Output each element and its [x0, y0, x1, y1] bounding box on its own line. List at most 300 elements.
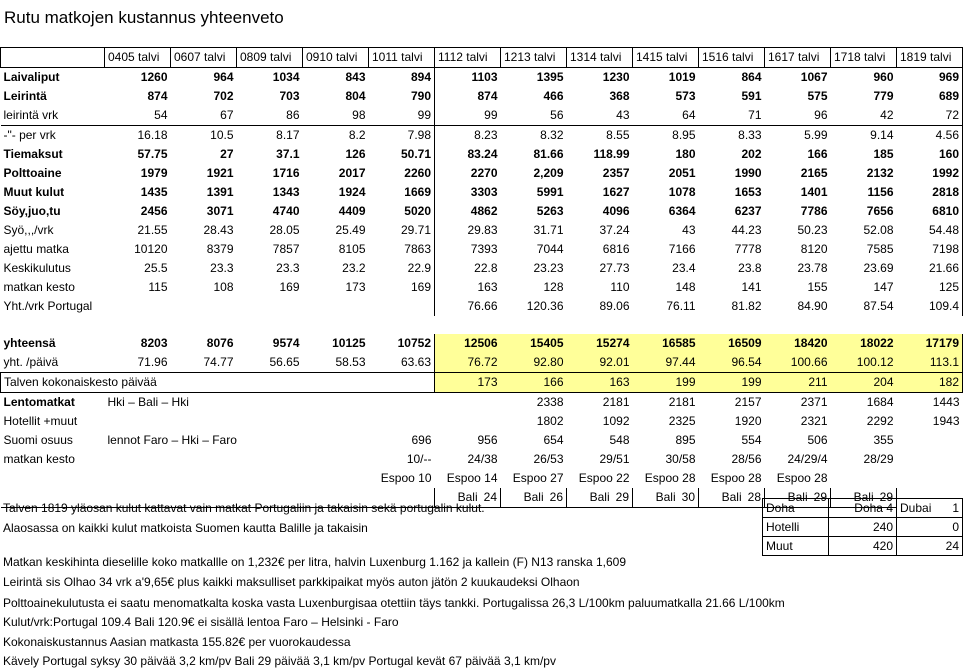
empty-cell [1, 469, 369, 488]
row-label: yht. /päivä [3, 355, 59, 369]
total-cell: 96.54 [699, 353, 765, 373]
table-row [1, 87, 963, 106]
total-cell: 92.01 [567, 353, 633, 373]
value-cell: 28.43 [203, 223, 234, 237]
value-cell: 25.5 [144, 261, 168, 275]
value-cell: 109.4 [897, 297, 963, 316]
finland-cell: 956 [477, 433, 498, 447]
value-cell: 10.5 [171, 126, 237, 146]
row-label: Leirintä [3, 89, 47, 103]
value-cell: 779 [873, 89, 894, 103]
side-other-doha: 420 [829, 537, 897, 556]
value-cell: 43 [616, 108, 630, 122]
side-dubai: Dubai 1 [897, 499, 963, 518]
bali-label: Bali [787, 490, 808, 504]
header-empty [1, 48, 105, 68]
total-cell: 74.77 [203, 355, 234, 369]
winter-days-label: Talven kokonaiskesto päivää [1, 373, 435, 393]
espoo-cell: Espoo 10 [380, 471, 432, 485]
value-cell: 29.83 [467, 223, 498, 237]
value-cell: 50.71 [369, 145, 435, 164]
value-cell [171, 297, 237, 316]
value-cell: 7863 [369, 240, 435, 259]
total-cell: 76.72 [435, 353, 501, 373]
bali-days: 29 [615, 490, 629, 504]
hotels-cell: 2321 [800, 414, 828, 428]
total-cell: 100.66 [765, 353, 831, 373]
winter-days-cell: 199 [633, 373, 699, 393]
value-cell: 89.06 [599, 299, 630, 313]
value-cell: 4.56 [897, 126, 963, 146]
value-cell: 54.48 [897, 221, 963, 240]
value-cell: 28.05 [269, 223, 300, 237]
value-cell: 8120 [800, 242, 828, 256]
finland-cell: 355 [873, 433, 894, 447]
espoo-cell: Espoo 22 [578, 471, 630, 485]
bali-label: Bali [655, 490, 676, 504]
value-cell: 21.55 [137, 223, 168, 237]
value-cell: 1990 [734, 166, 762, 180]
total-cell: 15274 [567, 334, 633, 353]
table-row [1, 297, 963, 316]
value-cell: 2165 [800, 166, 828, 180]
total-cell: 10125 [332, 336, 366, 350]
season-header: 1213 talvi [501, 48, 567, 68]
value-cell: 466 [543, 89, 564, 103]
flights-cell: 1443 [932, 395, 960, 409]
value-cell: 169 [369, 278, 435, 297]
value-cell: 874 [147, 89, 168, 103]
value-cell: 8105 [338, 242, 366, 256]
value-cell: 8.17 [237, 126, 303, 146]
winter-days-cell: 163 [567, 373, 633, 393]
bali-days: 30 [681, 490, 695, 504]
flights-row [1, 393, 963, 413]
value-cell: 128 [543, 280, 564, 294]
winter-days-cell: 199 [699, 373, 765, 393]
trip-length-cell: 10/-- [406, 452, 432, 466]
bali-label: Bali [721, 490, 742, 504]
value-cell: 7656 [866, 204, 894, 218]
value-cell: 44.23 [731, 223, 762, 237]
value-cell: 7778 [734, 242, 762, 256]
empty-cell [435, 393, 501, 413]
value-cell: 37.1 [276, 147, 300, 161]
season-header: 1718 talvi [831, 48, 897, 68]
value-cell: 99 [484, 108, 498, 122]
trip-length-cell: 28/29 [863, 452, 894, 466]
season-header: 1112 talvi [435, 48, 501, 68]
value-cell: 2357 [602, 166, 630, 180]
value-cell: 843 [345, 70, 366, 84]
value-cell: 25.49 [335, 223, 366, 237]
value-cell: 64 [682, 108, 696, 122]
hotels-cell: 1920 [734, 414, 762, 428]
espoo-cell [831, 469, 897, 488]
value-cell: 141 [741, 280, 762, 294]
value-cell: 1924 [338, 185, 366, 199]
value-cell: 108 [213, 280, 234, 294]
finland-cell: 506 [807, 433, 828, 447]
finland-cell: 696 [411, 433, 432, 447]
page-title: Rutu matkojen kustannus yhteenveto [4, 8, 284, 27]
stopover-table [762, 498, 963, 556]
value-cell: 1716 [272, 166, 300, 180]
side-other-dubai: 24 [897, 537, 963, 556]
value-cell: 120.36 [526, 299, 564, 313]
value-cell: 155 [807, 280, 828, 294]
value-cell: 960 [873, 70, 894, 84]
value-cell: 37.24 [599, 223, 630, 237]
bali-label: Bali [853, 490, 874, 504]
value-cell: 1391 [206, 185, 234, 199]
row-label: Keskikulutus [3, 261, 71, 275]
side-hotel-doha: 240 [829, 518, 897, 537]
bali-cell [699, 488, 765, 508]
winter-days-cell: 166 [501, 373, 567, 393]
value-cell: 8.32 [501, 126, 567, 146]
flights-cell: 2157 [734, 395, 762, 409]
total-cell: 18022 [831, 334, 897, 353]
value-cell: 6816 [602, 242, 630, 256]
value-cell: 7585 [866, 242, 894, 256]
total-cell: 97.44 [633, 353, 699, 373]
value-cell: 27 [220, 147, 234, 161]
value-cell: 81.66 [533, 147, 564, 161]
season-header: 1314 talvi [567, 48, 633, 68]
value-cell: 148 [675, 280, 696, 294]
hotels-cell: 1943 [932, 414, 960, 428]
value-cell: 43 [682, 223, 696, 237]
side-hotel-dubai: 0 [897, 518, 963, 537]
value-cell: 57.75 [137, 147, 168, 161]
bali-cell [501, 488, 567, 508]
season-header: 0809 talvi [237, 48, 303, 68]
season-header: 1415 talvi [633, 48, 699, 68]
bali-cell [567, 488, 633, 508]
value-cell: 54 [154, 108, 168, 122]
value-cell: 790 [369, 87, 435, 106]
value-cell [303, 297, 369, 316]
value-cell: 1230 [602, 70, 630, 84]
bali-label: Bali [457, 490, 478, 504]
value-cell: 147 [873, 280, 894, 294]
table-row [1, 126, 963, 146]
value-cell: 169 [279, 280, 300, 294]
value-cell: 173 [345, 280, 366, 294]
total-row [1, 334, 963, 353]
winter-days-cell: 211 [765, 373, 831, 393]
value-cell: 27.73 [599, 261, 630, 275]
value-cell: 1034 [272, 70, 300, 84]
value-cell: 81.82 [731, 299, 762, 313]
table-row [1, 202, 963, 221]
value-cell: 8379 [206, 242, 234, 256]
value-cell: 4096 [602, 204, 630, 218]
flights-cell: 1684 [866, 395, 894, 409]
season-header: 1617 talvi [765, 48, 831, 68]
value-cell: 894 [369, 68, 435, 88]
value-cell: 4862 [470, 204, 498, 218]
flights-cell: 2181 [602, 395, 630, 409]
row-label: Tiemaksut [3, 147, 63, 161]
trip-length-cell: 26/53 [533, 452, 564, 466]
bali-days: 24 [483, 490, 497, 504]
note-line: Talven 1819 yläosan kulut kattavat vain matkat Portugaliin ja takaisin sekä portugalin kulut. [3, 501, 485, 515]
total-cell: 8203 [140, 336, 168, 350]
value-cell: 52.08 [863, 223, 894, 237]
trip-length-cell: 24/29/4 [787, 452, 828, 466]
value-cell: 1395 [536, 70, 564, 84]
finland-label: Suomi osuus [3, 433, 73, 447]
value-cell: 96 [814, 108, 828, 122]
bali-label: Bali [589, 490, 610, 504]
value-cell: 2,209 [533, 166, 564, 180]
row-label: ajettu matka [3, 242, 69, 256]
total-cell: 63.63 [369, 353, 435, 373]
total-cell: 56.65 [269, 355, 300, 369]
value-cell: 7198 [897, 240, 963, 259]
value-cell: 1669 [369, 183, 435, 202]
value-cell: 2818 [897, 183, 963, 202]
value-cell: 86 [286, 108, 300, 122]
table-row [1, 164, 963, 183]
winter-days-cell: 204 [831, 373, 897, 393]
table-row [1, 278, 963, 297]
row-label: Syö,,,/vrk [3, 223, 54, 237]
bali-days: 26 [549, 490, 563, 504]
value-cell: 22.8 [474, 261, 498, 275]
value-cell: 1067 [800, 70, 828, 84]
value-cell: 115 [148, 280, 168, 294]
value-cell: 99 [369, 106, 435, 126]
total-cell: 9574 [272, 336, 300, 350]
value-cell: 76.66 [467, 299, 498, 313]
table-row [1, 221, 963, 240]
value-cell: 1078 [668, 185, 696, 199]
value-cell: 1921 [206, 166, 234, 180]
value-cell: 118.99 [593, 147, 630, 161]
finland-row [1, 431, 963, 450]
value-cell: 5.99 [765, 126, 831, 146]
total-cell: 12506 [435, 334, 501, 353]
note-line: Matkan keskihinta dieselille koko matkallle on 1,232€ per litra, halvin Luxenburg 1.162 ja kallein (F) N13 ranska 1,609 [3, 555, 627, 569]
value-cell: 702 [213, 89, 234, 103]
value-cell: 87.54 [863, 299, 894, 313]
value-cell: 7166 [668, 242, 696, 256]
value-cell: 2270 [470, 166, 498, 180]
value-cell: 4409 [338, 204, 366, 218]
season-header: 1819 talvi [897, 48, 963, 68]
total-cell: 10752 [369, 334, 435, 353]
value-cell: 7786 [800, 204, 828, 218]
value-cell: 864 [741, 70, 762, 84]
row-label: Laivaliput [3, 70, 60, 84]
finland-cell: 654 [543, 433, 564, 447]
value-cell: 67 [220, 108, 234, 122]
value-cell: 125 [897, 278, 963, 297]
value-cell: 964 [213, 70, 234, 84]
value-cell: 575 [807, 89, 828, 103]
bali-days: 29 [879, 490, 893, 504]
value-cell: 368 [609, 89, 630, 103]
bali-cell [633, 488, 699, 508]
table-row [1, 145, 963, 164]
espoo-cell: Espoo 28 [776, 471, 828, 485]
value-cell: 166 [807, 147, 828, 161]
value-cell: 8.55 [567, 126, 633, 146]
value-cell: 2017 [338, 166, 366, 180]
value-cell: 160 [897, 145, 963, 164]
flights-label: Lentomatkat [3, 395, 75, 409]
note-line: Polttoainekulutusta ei saatu menomatkalta koska vasta Luxenburgisaa otettiin täys tankki. Portugalissa 26,3 L/100km paluumatkalla 21.66 L/100km [3, 596, 785, 610]
finland-cell: 548 [609, 433, 630, 447]
total-cell: 18420 [765, 334, 831, 353]
value-cell: 9.14 [831, 126, 897, 146]
value-cell: 31.71 [533, 223, 564, 237]
value-cell: 23.69 [863, 261, 894, 275]
flights-cell: 2338 [536, 395, 564, 409]
value-cell: 71 [748, 108, 762, 122]
value-cell: 1260 [140, 70, 168, 84]
total-cell: 17179 [897, 334, 963, 353]
total-cell: 113.1 [897, 353, 963, 373]
trip-length-row [1, 450, 963, 469]
value-cell: 8.23 [435, 126, 501, 146]
row-label: -"- per vrk [1, 126, 105, 146]
bali-days: 28 [747, 490, 761, 504]
total-cell: 16585 [633, 334, 699, 353]
total-cell: 15405 [501, 334, 567, 353]
total-cell: 58.53 [335, 355, 366, 369]
value-cell: 573 [675, 89, 696, 103]
hotels-row [1, 412, 963, 431]
value-cell: 2051 [668, 166, 696, 180]
value-cell: 703 [279, 89, 300, 103]
value-cell [237, 297, 303, 316]
season-header: 0607 talvi [171, 48, 237, 68]
value-cell: 56 [550, 108, 564, 122]
total-cell: 71.96 [137, 355, 168, 369]
empty-cell [105, 412, 435, 431]
row-label: Söy,juo,tu [3, 204, 61, 218]
value-cell: 185 [873, 147, 894, 161]
value-cell: 5020 [369, 202, 435, 221]
value-cell: 2132 [866, 166, 894, 180]
trip-length-cell: 29/51 [599, 452, 630, 466]
value-cell: 7.98 [369, 126, 435, 146]
espoo-cell: Espoo 27 [512, 471, 564, 485]
value-cell: 5991 [536, 185, 564, 199]
flights-cell: 2371 [800, 395, 828, 409]
season-header: 1011 talvi [369, 48, 435, 68]
value-cell [369, 297, 435, 316]
value-cell: 7393 [470, 242, 498, 256]
value-cell: 689 [897, 87, 963, 106]
bali-label: Bali [523, 490, 544, 504]
value-cell: 72 [897, 106, 963, 126]
value-cell: 1401 [800, 185, 828, 199]
value-cell: 1627 [602, 185, 630, 199]
value-cell: 7857 [272, 242, 300, 256]
value-cell: 6364 [668, 204, 696, 218]
value-cell: 21.66 [897, 259, 963, 278]
table-row [1, 240, 963, 259]
trip-length-cell: 28/56 [731, 452, 762, 466]
value-cell: 874 [477, 89, 498, 103]
value-cell: 5263 [536, 204, 564, 218]
value-cell: 16.18 [105, 126, 171, 146]
season-header: 0405 talvi [105, 48, 171, 68]
side-hotel-label: Hotelli [763, 518, 829, 537]
note-line: Kävely Portugal syksy 30 päivää 3,2 km/pv Bali 29 päivää 3,1 km/pv Portugal kevät 67 päivää 3,1 km/pv [3, 654, 556, 668]
value-cell: 8.95 [633, 126, 699, 146]
season-header: 0910 talvi [303, 48, 369, 68]
value-cell: 6810 [897, 202, 963, 221]
value-cell: 8.2 [303, 126, 369, 146]
winter-days-cell: 173 [435, 373, 501, 393]
value-cell: 84.90 [797, 299, 828, 313]
espoo-cell: Espoo 28 [644, 471, 696, 485]
value-cell: 23.23 [533, 261, 564, 275]
value-cell: 29.71 [369, 221, 435, 240]
hotels-cell: 2292 [866, 414, 894, 428]
spacer-row [1, 316, 963, 334]
row-label: Polttoaine [3, 166, 62, 180]
hotels-cell: 2325 [668, 414, 696, 428]
flights-route: Hki – Bali – Hki [107, 395, 189, 409]
espoo-row [1, 469, 963, 488]
value-cell: 4740 [272, 204, 300, 218]
value-cell: 1103 [471, 70, 498, 84]
value-cell: 1653 [734, 185, 762, 199]
value-cell: 1435 [140, 185, 168, 199]
empty-cell [435, 412, 501, 431]
cost-table [0, 47, 963, 508]
note-line: Leirintä sis Olhao 34 vrk a'9,65€ plus kaikki maksulliset parkkipaikat myös auton jätön 2 kuukaudeksi Olhaon [3, 575, 580, 589]
row-label: Muut kulut [3, 185, 65, 199]
value-cell: 3303 [470, 185, 498, 199]
total-cell: 16509 [699, 334, 765, 353]
note-line: Alaosassa on kaikki kulut matkoista Suomen kautta Balille ja takaisin [3, 521, 368, 535]
value-cell: 50.23 [797, 223, 828, 237]
value-cell: 2456 [140, 204, 168, 218]
finland-route: lennot Faro – Hki – Faro [107, 433, 237, 447]
bali-days: 29 [813, 490, 827, 504]
value-cell: 6237 [734, 204, 762, 218]
value-cell: 804 [345, 89, 366, 103]
total-cell: 92.80 [501, 353, 567, 373]
value-cell: 3071 [206, 204, 234, 218]
row-label: matkan kesto [3, 280, 75, 294]
season-header: 1516 talvi [699, 48, 765, 68]
row-label: yhteensä [3, 336, 56, 350]
trip-length-cell: 30/58 [665, 452, 696, 466]
table-row [1, 106, 963, 126]
side-doha-label: Doha [763, 499, 829, 518]
row-label: leirintä vrk [3, 108, 59, 122]
value-cell: 1156 [867, 185, 894, 199]
value-cell: 23.78 [797, 261, 828, 275]
value-cell: 23.8 [738, 261, 762, 275]
value-cell: 1992 [897, 164, 963, 183]
winter-days-cell: 182 [897, 373, 963, 393]
value-cell: 83.24 [467, 147, 498, 161]
flights-cell: 2181 [668, 395, 696, 409]
value-cell: 591 [741, 89, 762, 103]
value-cell: 23.3 [210, 261, 234, 275]
table-row [1, 68, 963, 88]
